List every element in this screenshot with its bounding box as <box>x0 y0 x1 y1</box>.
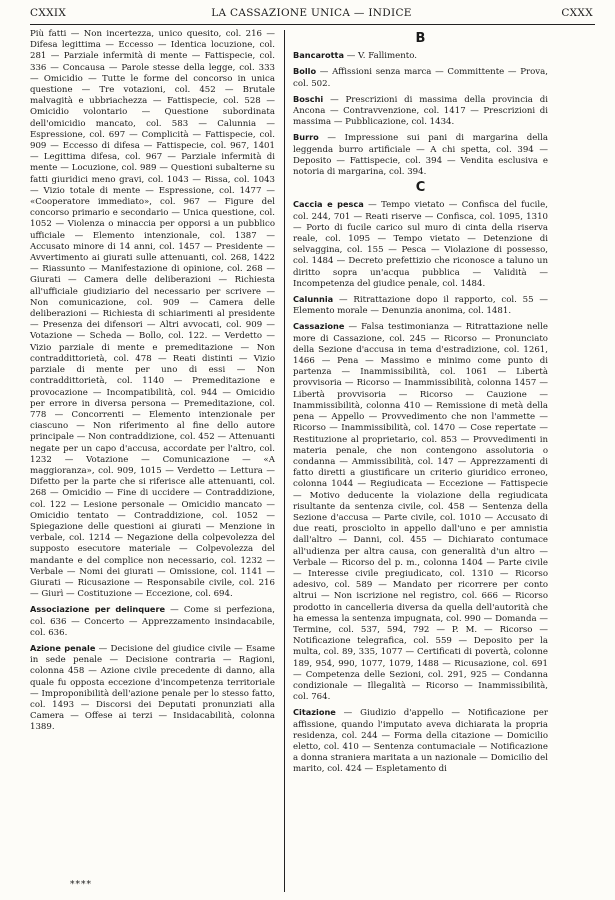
entry-headword: Citazione <box>293 707 336 718</box>
entry-text: — Ritrattazione dopo il rapporto, col. 55 — Elemento morale — Denunzia anonima, col. 1481. <box>293 295 548 317</box>
index-entry <box>30 604 275 639</box>
entry-text: — Tempo vietato — Confisca del fucile, col. 244, 701 — Reati riserve — Confisca, col. 1095, 1310 — Porto di fucile carico sul muro di cinta della riserva reale, col. 1095 — Tempo vietato — Detenzione di selvaggina, col. 155 — Pesca — Violazione di possesso, col. 1484 — Decreto prefettizio che riconosce a taluno un diritto sopra un'acqua pubblica — Validità — Incompetenza del giudice penale, col. 1484. <box>293 200 548 289</box>
entry-text: — V. Fallimento. <box>344 51 417 62</box>
header-rule <box>30 24 595 25</box>
entry-text: — Giudizio d'appello — Notificazione per affissione, quando l'imputato aveva dichiarata la propria residenza, col. 244 — Forma della citazione — Domicilio eletto, col. 410 — Sentenza contumaciale — Notificazione a donna straniera maritata a un nazionale — Domicilio del marito, col. 424 — Espletamento di <box>293 708 548 775</box>
entry-headword: Caccia e pesca <box>293 199 364 210</box>
running-title: LA CASSAZIONE UNICA — INDICE <box>211 7 412 19</box>
index-entry <box>293 66 548 89</box>
right-column <box>293 29 548 780</box>
entry-text: — Affissioni senza marca — Committente — Prova, col. 502. <box>293 67 548 89</box>
entry-text: — Impressione sui pani di margarina della leggenda burro artificiale — A chi spetta, col. 394 — Deposito — Fattispecie, col. 394 — Vendita esclusiva e notoria di margarina, col. 394. <box>293 133 548 178</box>
section-letter-c: C <box>415 180 426 196</box>
entry-text: — Come si perfeziona, col. 636 — Concerto — Apprezzamento insindacabile, col. 636. <box>30 605 276 638</box>
continued-entry: Più fatti — Non incertezza, unico quesito, col. 216 — Difesa legittima — Eccesso — Identica locuzione, col. 281 — Parziale infermità di mente — Fattispecie, col. 336 — Concausa — Parole stesse della legge, col. 333 — Omicidio — Tutte le forme del concorso in unica questione — Tre votazioni, col. 452 — Brutale malvagità e ubbriachezza — Fattispecie, col. 528 — Omicidio volontario — Questione subordinata dell'omicidio mancato, col. 583 — Calunnia — Espressione, col. 697 — Complicità — Fattispecie, col. 909 — Eccesso di difesa — Fattispecie, col. 967, 1401 — Legittima difesa, col. 967 — Parziale infermità di mente — Locuzione, col. 989 — Questioni subalterne su fatti giuridici meno gravi, col. 1043 — Rissa, col. 1043 — Vizio totale di mente — Espressione, col. 1477 — «Cooperatore immediato», col. 967 — Figure del concorso primario e secondario — Unica questione, col. 1052 — Violenza o minaccia per opporsi a un pubblico ufficiale — Elemento intenzionale, col. 1387 — Accusato minore di 14 anni, col. 1457 — Presidente — Avvertimento ai giurati sulle attenuanti, col. 268, 1422 — Riassunto — Manifestazione di opinione, col. 268 — Giurati — Camera delle deliberazioni — Richiesta all'ufficiale giudiziario del necessario per scrivere — Non comunicazione, col. 909 — Camera delle deliberazioni — Richiesta di schiarimenti al presidente — Presenza dei difensori — Altri avvocati, col. 909 — Votazione — Scheda — Bollo, col. 122. — Verdetto — Vizio parziale di mente e premeditazione — Non contraddittorietà, col. 478 — Reati distinti — Vizio parziale di mente per uno di essi — Non contraddittorietà, col. 1140 — Premeditazione e provocazione — Incompatibilità, col. 944 — Omicidio per errore in diversa persona — Premeditazione, col. 778 — Concorrenti — Elemento intenzionale per ciascuno — Non riferimento al fine dello autore principale — Non contraddizione, col. 452 — Attenuanti negate per un capo d'accusa, accordate per l'altro, col. 1232 — Votazione — Comunicazione — «A maggioranza», col. 909, 1015 — Verdetto — Lettura — Difetto per la parte che si riferisce alle attenuanti, col. 268 — Omicidio — Fine di uccidere — Contraddizione, col. 122 — Lesione personale — Omicidio mancato — Omicidio tentato — Contraddizione, col. 1052 — Spiegazione delle questioni ai giurati — Menzione in verbale, col. 1214 — Negazione della colpevolezza del supposto esecutore materiale — Colpevolezza del mandante e del complice non necessario, col. 1232 — Verbale — Nomi dei giurati — Omissione, col. 1141 — Giurati — Ricusazione — Responsabile civile, col. 216 — Giurì — Costituzione — Eccezione, col. 694. <box>30 29 275 600</box>
index-entry <box>293 707 548 775</box>
index-entry <box>30 643 275 734</box>
entry-text: — Decisione del giudice civile — Esame in sede penale — Decisione contraria — Ragioni, colonna 458 — Azione civile precedente di danno, alla quale fu opposta eccezione d'incompetenza territoriale — Improponibilità dell'azione penale per lo stesso fatto, col. 1493 — Discorsi dei Deputati pronunziati alla Camera — Offese ai terzi — Insidacabilità, colonna 1389. <box>30 643 275 733</box>
entry-headword: Boschi <box>293 93 324 104</box>
entry-headword: Bancarotta <box>293 50 344 61</box>
index-entry <box>293 132 548 178</box>
page-number-right: CXXX <box>561 7 593 19</box>
page-number-left: CXXIX <box>30 7 67 19</box>
entry-headword: Calunnia <box>293 294 334 305</box>
left-column <box>30 29 275 738</box>
entry-headword: Cassazione <box>293 321 345 332</box>
index-entry <box>293 294 548 317</box>
entry-headword: Associazione per delinquere <box>30 604 166 615</box>
index-entry <box>293 321 548 703</box>
entry-text: — Falsa testimonianza — Ritrattazione nelle more di Cassazione, col. 245 — Ricorso — Pronunciato della Sezione d'accusa in tema d'estradizione, col. 1261, 1466 — Pena — Massimo e minimo come punto di partenza — Inammissibilità, col. 1061 — Libertà provvisoria — Ricorso — Inammissibilità, colonna 1457 — Libertà provvisoria — Ricorso — Cauzione — Inammissibilità, colonna 410 — Remissione di metà della pena — Appello — Provvedimento che non l'ammette — Ricorso — Inammissibilità, col. 1470 — Cose repertate — Restituzione al proprietario, col. 853 — Provvedimenti in materia penale, che non contengono assolutoria o condanna — Ammissibilità, col. 147 — Apprezzamenti di fatto diretti a giustificare un criterio giuridico erroneo, colonna 1044 — Regiudicata — Eccezione — Fattispecie — Motivo deducente la violazione della regiudicata risultante da sentenza civile, col. 458 — Sentenza della Sezione d'accusa — Parte civile, col. 1010 — Accusato di due reati, prosciolto in appello dall'uno e per amnistia dall'altro — Danni, col. 455 — Dichiarato contumace all'udienza per altra causa, con generalità d'un altro — Verbale — Ricorso del p. m., colonna 1404 — Parte civile — Interesse civile pregiudicato, col. 1310 — Ricorso adesivo, col. 589 — Mandato per ricorrere per conto altrui — Non iscrizione nel registro, col. 666 — Ricorso prodotto in cancelleria diversa da quella dell'autorità che ha emessa la sentenza impugnata, col. 990 — Domanda — Termine, col. 537, 594, 792 — P. M. — Ricorso — Notificazione telegrafica, col. 559 — Deposito per la multa, col. 89, 335, 1077 — Certificati di povertà, colonne 189, 954, 990, 1077, 1079, 1488 — Ricusazione, col. 691 — Competenza delle Sezioni, col. 291, 925 — Condanna condizionale — Illegalità — Ricorso — Inammissibilità, col. 764. <box>293 322 548 703</box>
index-entry <box>293 94 548 129</box>
index-entry <box>293 199 548 290</box>
index-entry <box>293 50 548 62</box>
footer-mark: **** <box>70 880 92 890</box>
entry-text: — Prescrizioni di massima della provincia di Ancona — Contravvenzione, col. 1417 — Prescrizioni di massima — Pubblicazione, col. 1434. <box>293 94 548 128</box>
entry-headword: Burro <box>293 132 319 143</box>
column-divider <box>284 30 285 892</box>
entry-headword: Bollo <box>293 66 317 77</box>
page-header <box>30 7 593 23</box>
section-letter-b: B <box>415 31 426 46</box>
entry-headword: Azione penale <box>30 642 96 653</box>
